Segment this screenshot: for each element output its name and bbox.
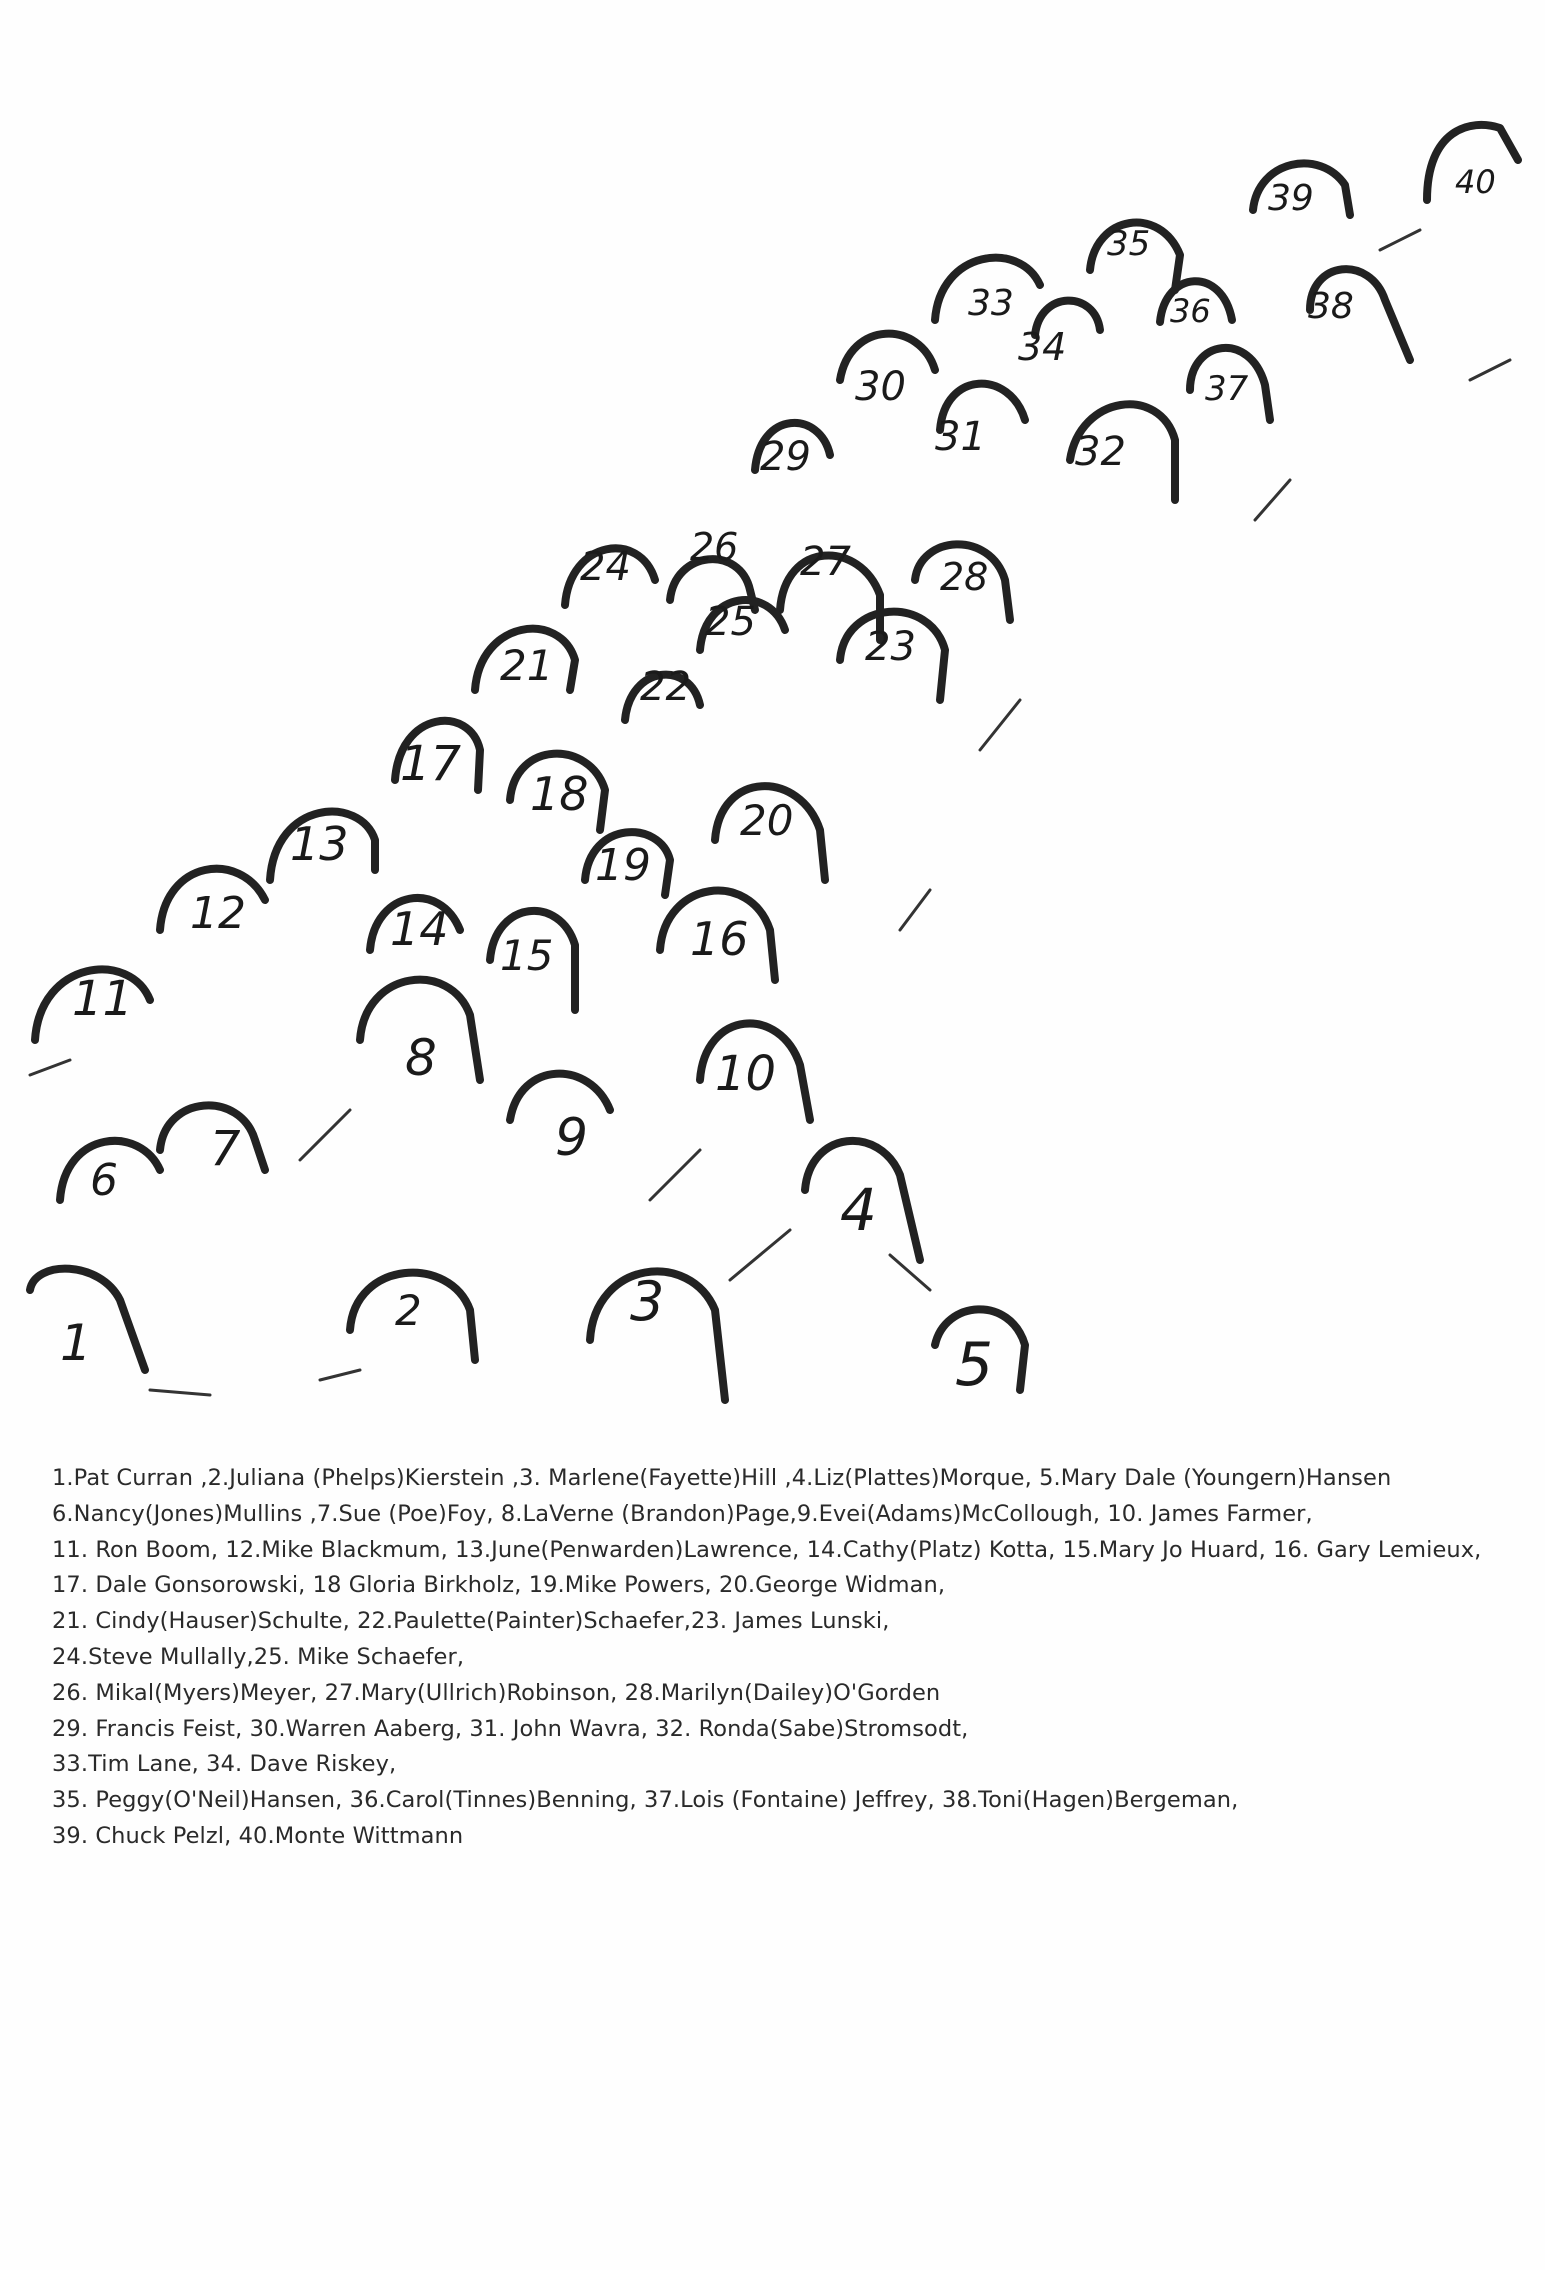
label-21: 21 [500,641,554,690]
label-13: 13 [290,817,349,871]
label-33: 33 [968,283,1014,324]
label-11: 11 [72,971,134,1027]
label-19: 19 [595,840,651,891]
label-15: 15 [500,931,554,980]
label-22: 22 [640,664,691,710]
label-6: 6 [90,1155,118,1206]
caption-line: 1.Pat Curran ,2.Juliana (Phelps)Kierstein ,3. Marlene(Fayette)Hill ,4.Liz(Plattes)Morque, 5.Mary Dale (Youngern)Hansen [52,1465,1392,1491]
label-39: 39 [1268,178,1314,219]
label-2: 2 [395,1286,422,1335]
label-23: 23 [865,624,916,670]
caption-line: 17. Dale Gonsorowski, 18 Gloria Birkholz, 19.Mike Powers, 20.George Widman, [52,1572,946,1599]
label-3: 3 [630,1270,665,1333]
label-30: 30 [855,364,906,410]
label-38: 38 [1308,286,1354,327]
label-20: 20 [740,796,794,845]
label-26: 26 [690,525,739,569]
label-25: 25 [705,599,756,645]
label-18: 18 [530,767,589,821]
name-caption [52,1461,1512,1855]
label-29: 29 [760,434,811,480]
caption-line: 21. Cindy(Hauser)Schulte, 22.Paulette(Painter)Schaefer,23. James Lunski, [52,1608,890,1635]
label-34: 34 [1018,325,1067,369]
label-27: 27 [800,539,851,585]
label-12: 12 [190,888,246,939]
caption-line: 33.Tim Lane, 34. Dave Riskey, [52,1751,397,1778]
label-36: 36 [1170,292,1211,330]
caption-line: 24.Steve Mullally,25. Mike Schaefer, [52,1643,465,1670]
label-37: 37 [1205,369,1249,409]
caption-line: 6.Nancy(Jones)Mullins ,7.Sue (Poe)Foy, 8.LaVerne (Brandon)Page,9.Evei(Adams)McCollough, 10. James Farmer, [52,1500,1313,1527]
label-35: 35 [1107,224,1151,264]
caption-line: 39. Chuck Pelzl, 40.Monte Wittmann [52,1822,464,1849]
label-4: 4 [840,1176,877,1244]
label-10: 10 [715,1046,777,1102]
label-24: 24 [580,544,631,590]
label-14: 14 [390,902,449,956]
label-32: 32 [1075,429,1126,475]
caption-line: 26. Mikal(Myers)Meyer, 27.Mary(Ullrich)Robinson, 28.Marilyn(Dailey)O'Gorden [52,1679,941,1706]
head-outlines [30,125,1518,1400]
label-17: 17 [400,736,462,792]
label-9: 9 [555,1108,589,1168]
label-5: 5 [955,1330,994,1400]
label-28: 28 [940,555,989,599]
label-8: 8 [405,1029,437,1087]
label-40: 40 [1455,163,1496,201]
caption-line: 11. Ron Boom, 12.Mike Blackmum, 13.June(Penwarden)Lawrence, 14.Cathy(Platz) Kotta, 15.Mary Jo Huard, 16. Gary Lemieux, [52,1536,1482,1563]
label-1: 1 [60,1314,92,1372]
caption-line: 29. Francis Feist, 30.Warren Aaberg, 31. John Wavra, 32. Ronda(Sabe)Stromsodt, [52,1715,969,1742]
label-31: 31 [935,414,986,460]
figure-labels [60,163,1496,1400]
label-7: 7 [210,1121,241,1177]
caption-line: 35. Peggy(O'Neil)Hansen, 36.Carol(Tinnes)Benning, 37.Lois (Fontaine) Jeffrey, 38.Toni(Hagen)Bergeman, [52,1787,1239,1814]
label-16: 16 [690,912,749,966]
